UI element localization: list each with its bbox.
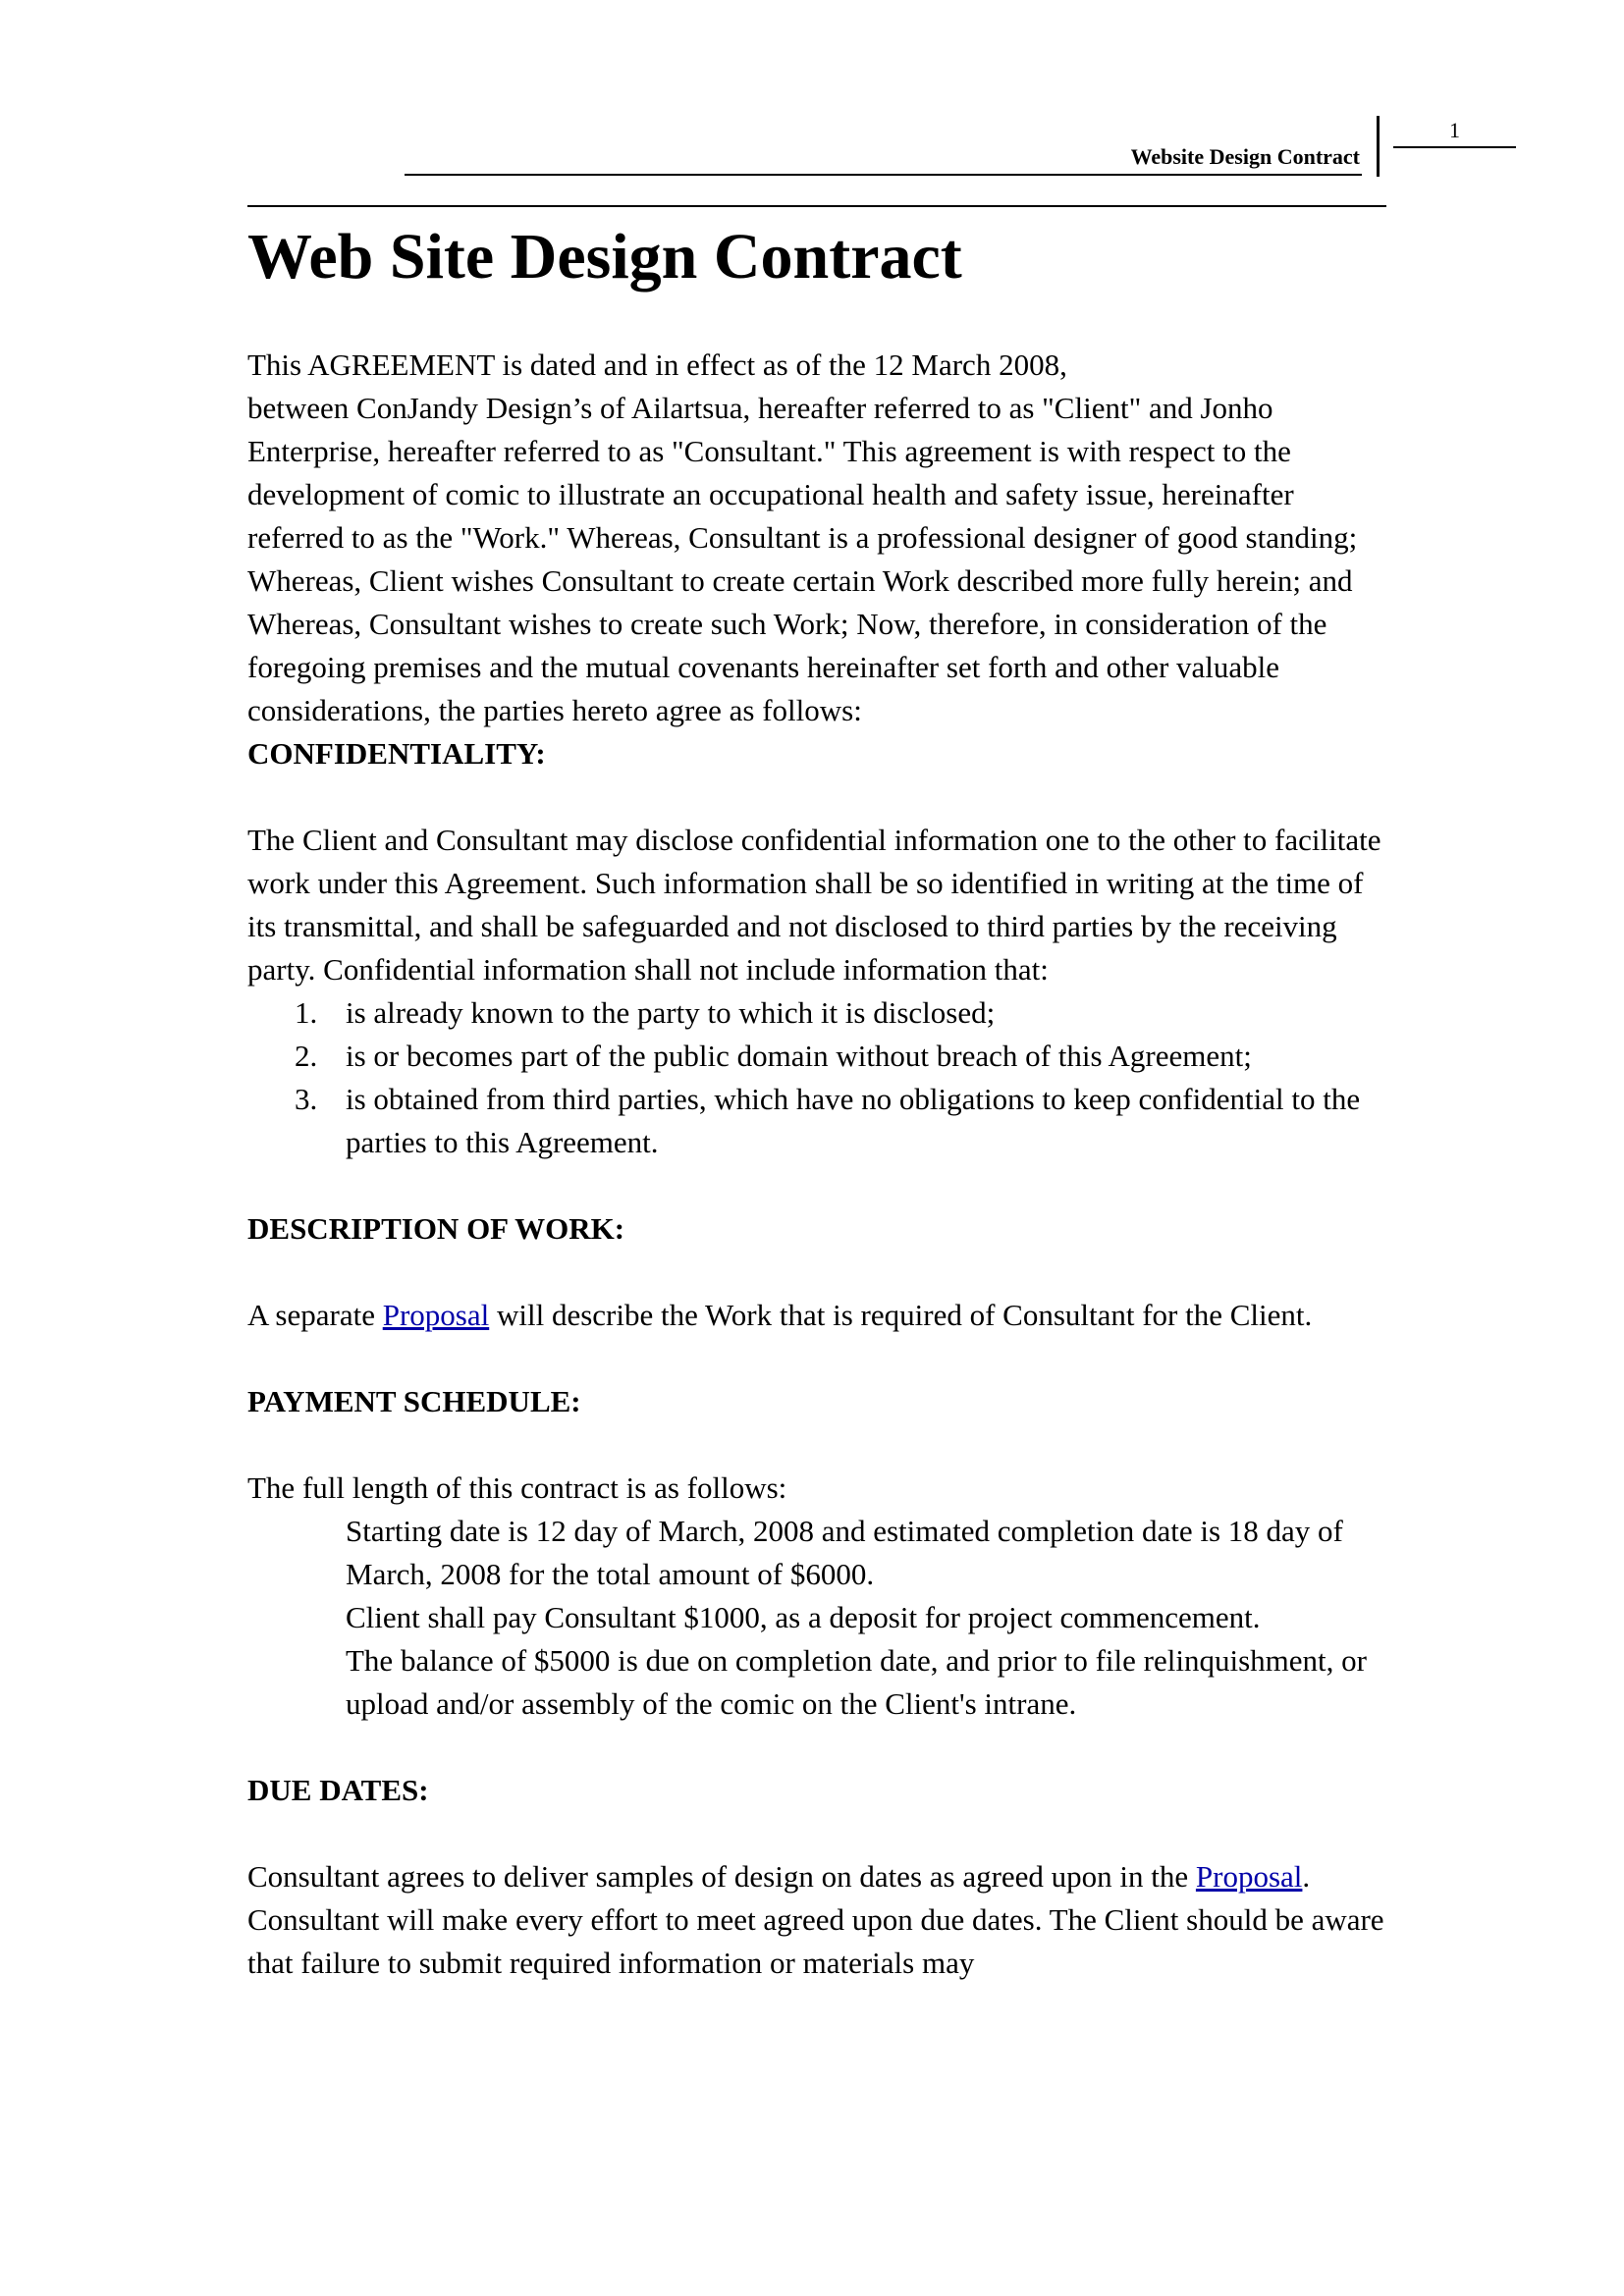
payment-line: The balance of $5000 is due on completion date, and prior to file relinquishment, or upload and/or assembly of the comic on the Client's intrane.: [346, 1643, 1367, 1721]
confidentiality-exclusions-list: [247, 991, 1391, 1164]
intro-first-line: This AGREEMENT is dated and in effect as of the 12 March 2008,: [247, 347, 1067, 382]
list-item-number: 3.: [295, 1082, 318, 1116]
page-number: 1: [1449, 118, 1460, 142]
payment-line: Starting date is 12 day of March, 2008 and estimated completion date is 18 day of March, 2008 for the total amount of $6000.: [346, 1514, 1343, 1591]
list-item: [247, 1035, 1391, 1078]
proposal-link[interactable]: Proposal: [1195, 1859, 1303, 1894]
confidentiality-heading: CONFIDENTIALITY:: [247, 736, 546, 771]
list-item: [247, 1078, 1391, 1164]
list-item-text: is or becomes part of the public domain without breach of this Agreement;: [346, 1039, 1252, 1073]
description-heading: DESCRIPTION OF WORK:: [247, 1211, 625, 1246]
header-divider: [1377, 116, 1380, 177]
document-title: Web Site Design Contract: [247, 221, 962, 293]
proposal-link[interactable]: Proposal: [382, 1298, 490, 1332]
payment-heading: PAYMENT SCHEDULE:: [247, 1384, 581, 1418]
list-item-number: 2.: [295, 1039, 318, 1073]
description-text-after: will describe the Work that is required of Consultant for the Client.: [489, 1298, 1313, 1332]
list-item: [247, 991, 1391, 1035]
list-item-text: is obtained from third parties, which have no obligations to keep confidential to the parties to this Agreement.: [346, 1082, 1361, 1159]
list-item-text: is already known to the party to which it is disclosed;: [346, 995, 996, 1030]
intro-paragraph: between ConJandy Design’s of Ailartsua, hereafter referred to as "Client" and Jonho Enterprise, hereafter referred to as "Consultant." This agreement is with respect to the development of comic to illustrate an occupational health and safety issue, hereinafter referred to as the "Work." Whereas, Consultant is a professional designer of good standing; Whereas, Client wishes Consultant to create certain Work described more fully herein; and Whereas, Consultant wishes to create such Work; Now, therefore, in consideration of the foregoing premises and the mutual covenants hereinafter set forth and other valuable considerations, the parties hereto agree as follows:: [247, 391, 1358, 727]
document-body: [247, 344, 1391, 1985]
header-underline: [405, 174, 1362, 176]
payment-schedule: [247, 1510, 1391, 1726]
confidentiality-paragraph: The Client and Consultant may disclose confidential information one to the other to facilitate work under this Agreement. Such information shall be so identified in writing at the time of its transmittal, and shall be safeguarded and not disclosed to third parties by the receiving party. Confidential information shall not include information that:: [247, 823, 1381, 987]
due-dates-text-before: Consultant agrees to deliver samples of design on dates as agreed upon in the: [247, 1859, 1196, 1894]
description-paragraph: [247, 1294, 1391, 1337]
due-dates-heading: DUE DATES:: [247, 1773, 429, 1807]
due-dates-text-after: . Consultant will make every effort to meet agreed upon due dates. The Client should be aware that failure to submit required information or materials may: [247, 1859, 1384, 1980]
title-rule: [247, 205, 1386, 207]
description-text-before: A separate: [247, 1298, 383, 1332]
list-item-number: 1.: [295, 995, 318, 1030]
page-number-underline: [1393, 146, 1516, 148]
payment-intro: The full length of this contract is as follows:: [247, 1470, 787, 1505]
running-header-title: Website Design Contract: [1130, 144, 1360, 169]
due-dates-paragraph: [247, 1855, 1391, 1985]
payment-line: Client shall pay Consultant $1000, as a deposit for project commencement.: [346, 1600, 1261, 1634]
